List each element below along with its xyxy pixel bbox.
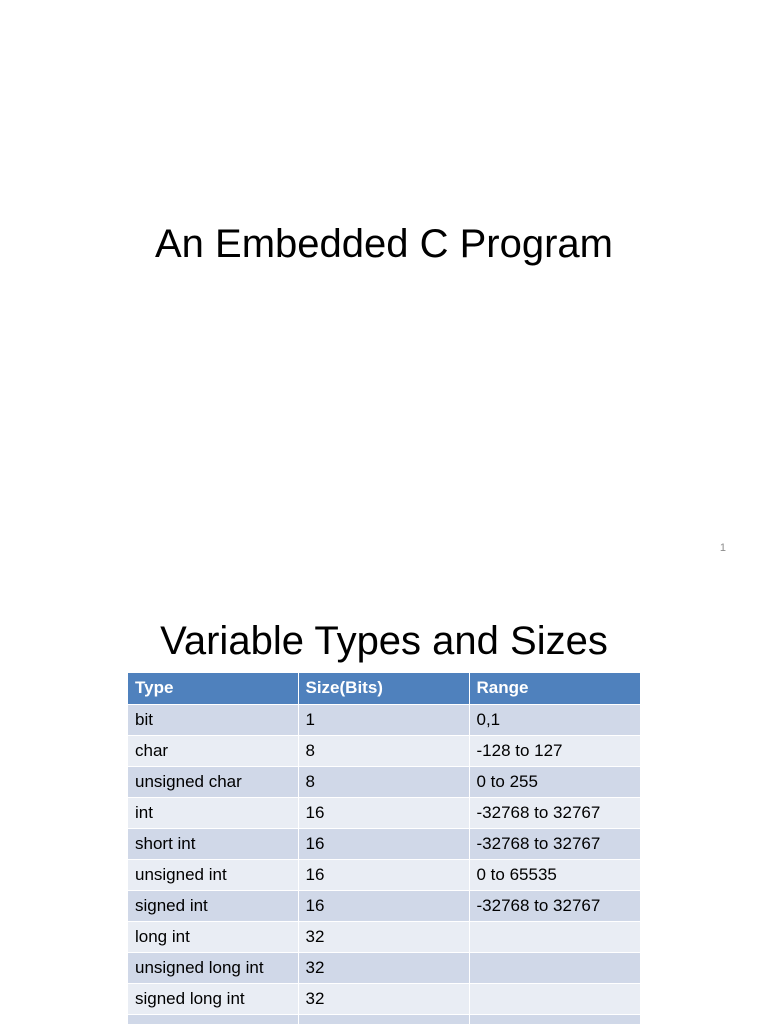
cell-type: unsigned int [128, 859, 298, 890]
cell-type: unsigned char [128, 766, 298, 797]
cell-type: signed int [128, 890, 298, 921]
table-row [128, 859, 640, 890]
cell-type: bit [128, 704, 298, 735]
table-row [128, 952, 640, 983]
cell-size: 32 [298, 983, 469, 1014]
table-header-row [128, 673, 640, 704]
variable-types-table [128, 673, 640, 1024]
cell-type: long int [128, 921, 298, 952]
cell-type [128, 1014, 298, 1024]
cell-range: -32768 to 32767 [469, 828, 640, 859]
table-row [128, 1014, 640, 1024]
cell-type: int [128, 797, 298, 828]
cell-size [298, 1014, 469, 1024]
column-header-range: Range [469, 673, 640, 704]
cell-range: -128 to 127 [469, 735, 640, 766]
cell-size: 16 [298, 828, 469, 859]
cell-range: 0 to 65535 [469, 859, 640, 890]
cell-size: 1 [298, 704, 469, 735]
table-row [128, 983, 640, 1014]
cell-range: -32768 to 32767 [469, 890, 640, 921]
cell-size: 8 [298, 735, 469, 766]
cell-type: signed long int [128, 983, 298, 1014]
table-row [128, 828, 640, 859]
table-row [128, 735, 640, 766]
cell-size: 16 [298, 859, 469, 890]
cell-type: unsigned long int [128, 952, 298, 983]
table-row [128, 921, 640, 952]
cell-range [469, 952, 640, 983]
cell-range [469, 921, 640, 952]
cell-size: 32 [298, 952, 469, 983]
slide-2 [0, 576, 768, 1024]
cell-range [469, 1014, 640, 1024]
slide-title: Variable Types and Sizes [160, 619, 608, 663]
cell-size: 8 [298, 766, 469, 797]
slide-title: An Embedded C Program [154, 222, 613, 266]
table-row [128, 797, 640, 828]
cell-range: -32768 to 32767 [469, 797, 640, 828]
column-header-type: Type [128, 673, 298, 704]
cell-range: 0 to 255 [469, 766, 640, 797]
cell-range: 0,1 [469, 704, 640, 735]
cell-size: 16 [298, 797, 469, 828]
table-row [128, 890, 640, 921]
column-header-size: Size(Bits) [298, 673, 469, 704]
table-row [128, 766, 640, 797]
cell-range [469, 983, 640, 1014]
page-number: 1 [719, 542, 726, 554]
cell-type: char [128, 735, 298, 766]
cell-size: 16 [298, 890, 469, 921]
cell-size: 32 [298, 921, 469, 952]
table-row [128, 704, 640, 735]
cell-type: short int [128, 828, 298, 859]
